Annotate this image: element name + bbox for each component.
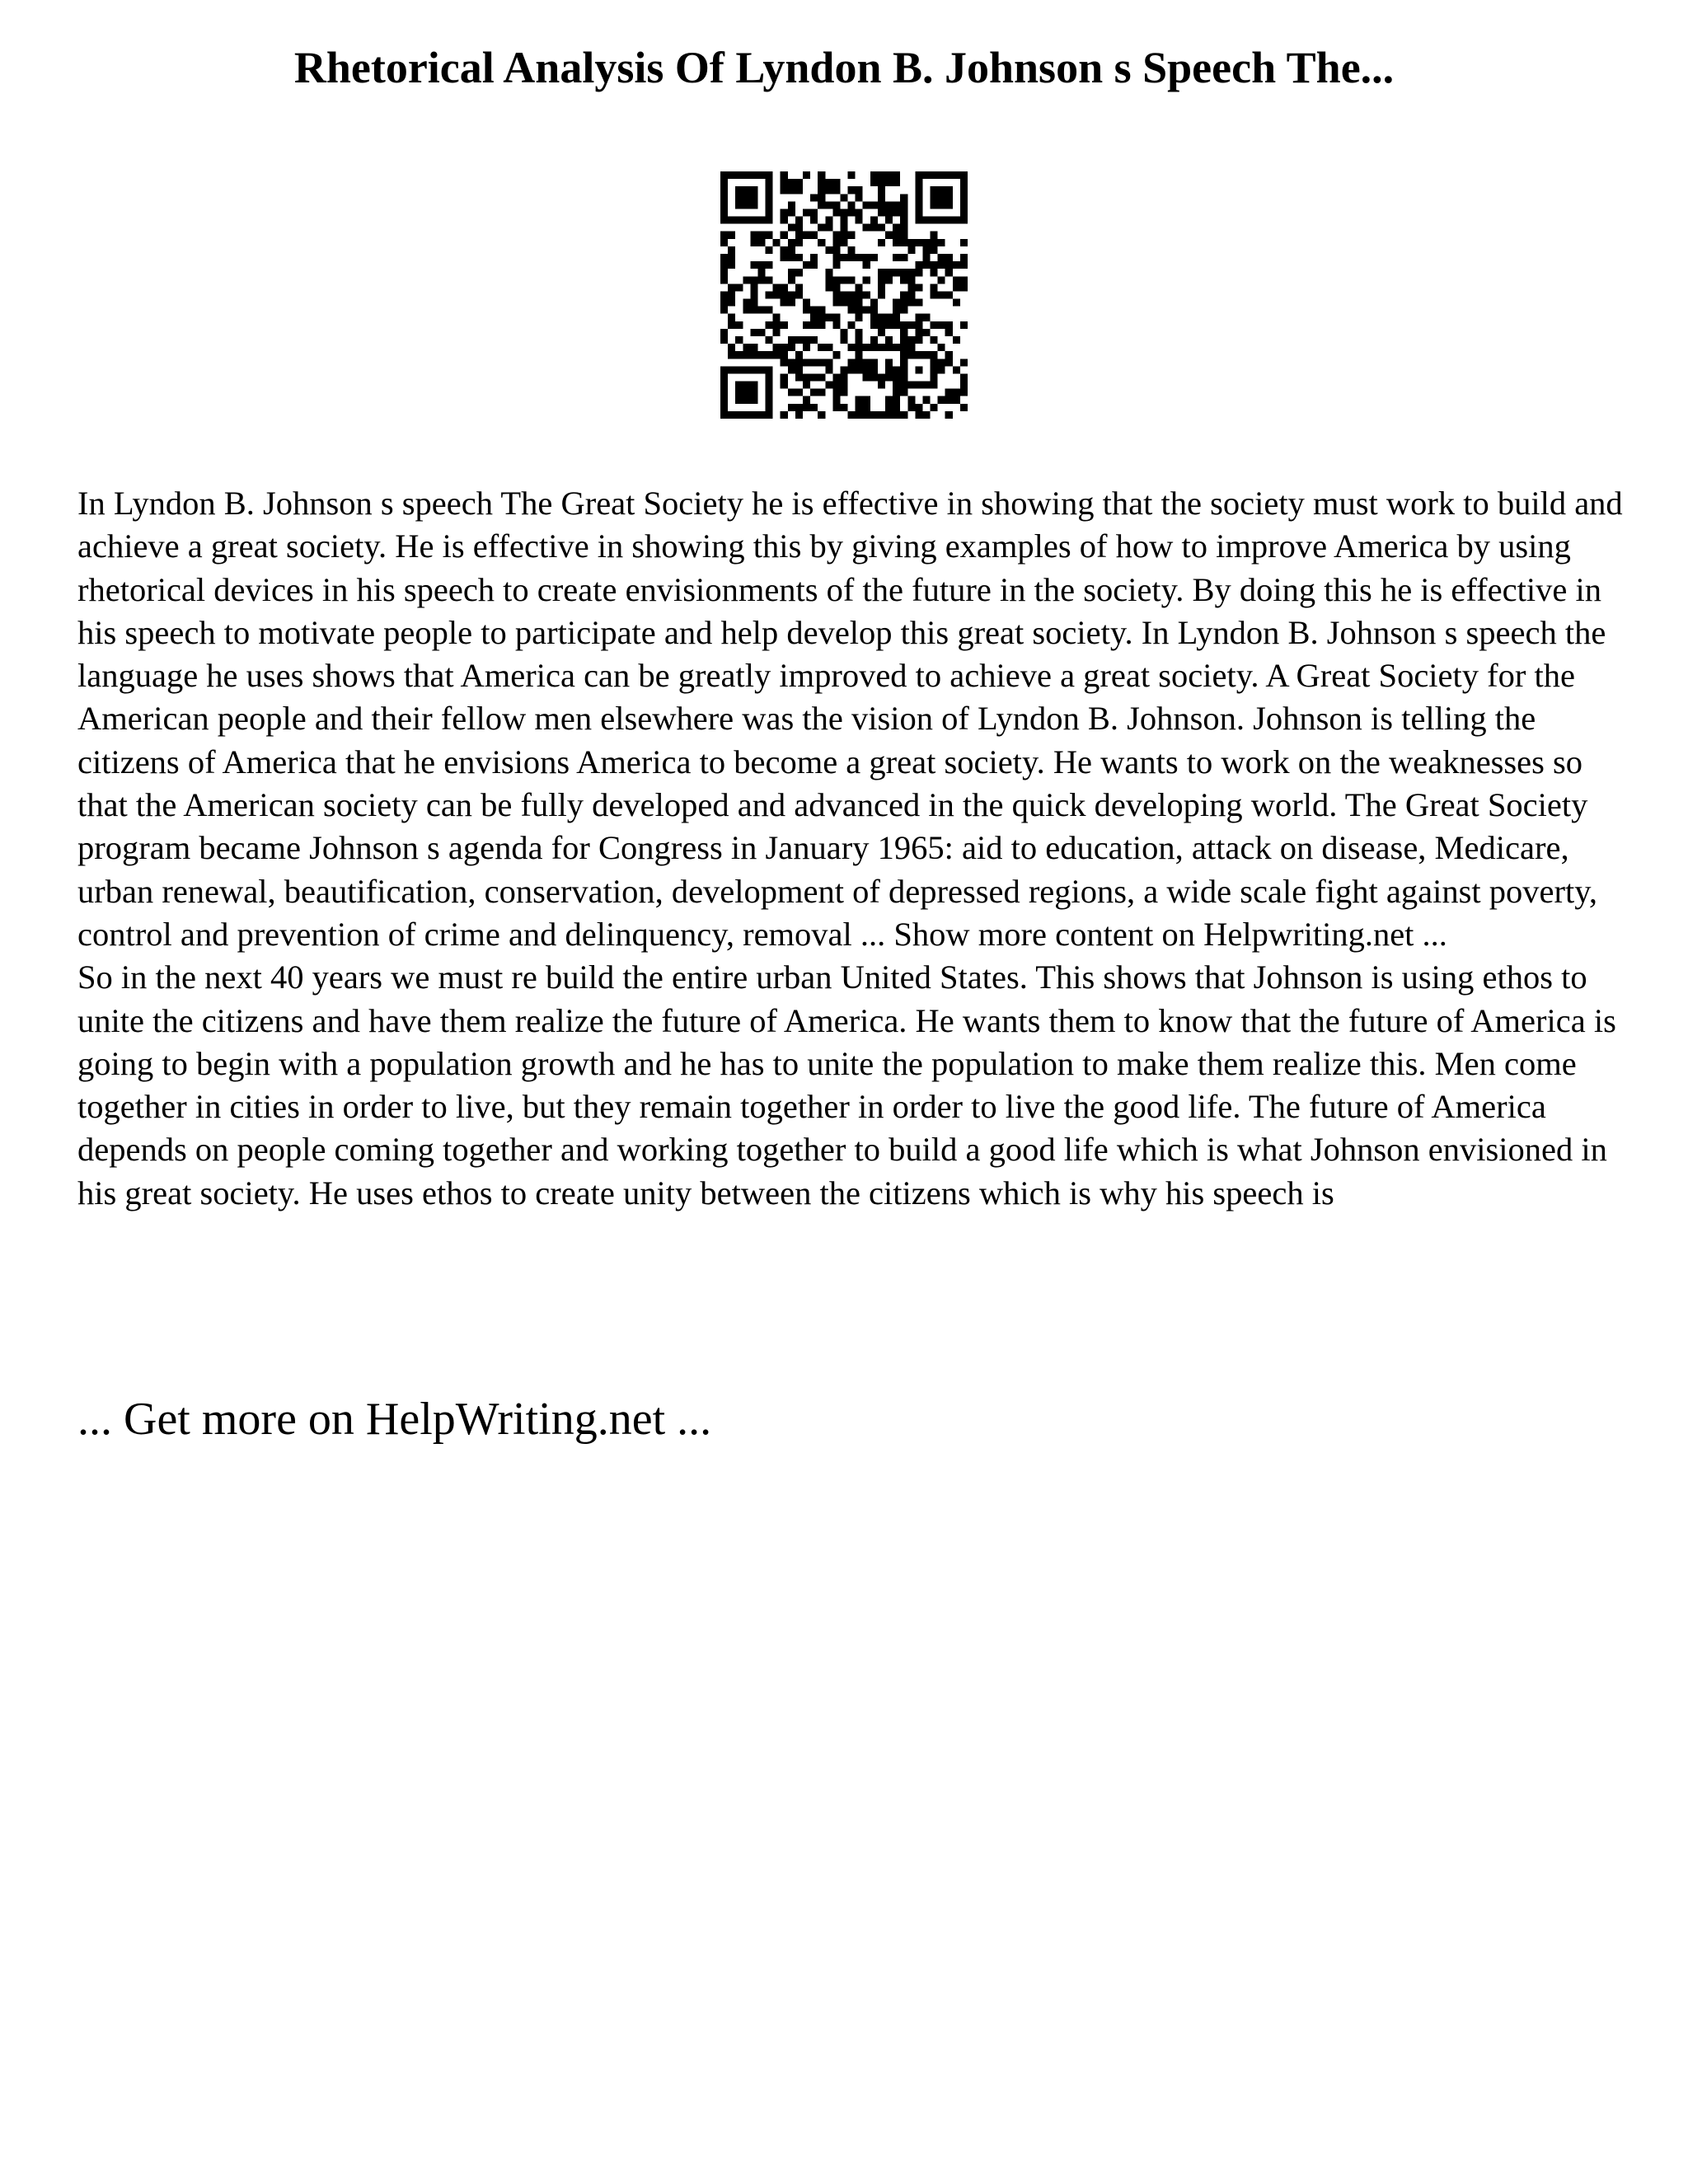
qr-code-icon [720, 171, 968, 419]
document-body [77, 482, 1627, 1215]
get-more-link[interactable]: ... Get more on HelpWriting.net ... [77, 1394, 712, 1445]
document-title: Rhetorical Analysis Of Lyndon B. Johnson s Speech The... [293, 43, 1395, 92]
paragraph-excerpt: So in the next 40 years we must re build the entire urban United States. This shows that Johnson is using ethos to unite the citizens and have them realize the future of America. He wants them to know that the future of America is going to begin with a population growth and he has to unite the population to make them realize this. Men come together in cities in order to live, but they remain together in order to live the good life. The future of America depends on people coming together and working together to build a good life which is what Johnson envisioned in his great society. He uses ethos to create unity between the citizens which is why his speech is [77, 958, 1616, 1212]
paragraph-intro: In Lyndon B. Johnson s speech The Great Society he is effective in showing that the society must work to build and achieve a great society. He is effective in showing this by giving examples of how to improve America by using rhetorical devices in his speech to create envisionments of the future in the society. By doing this he is effective in his speech to motivate people to participate and help develop this great society. In Lyndon B. Johnson s speech the language he uses shows that America can be greatly improved to achieve a great society. A Great Society for the American people and their fellow men elsewhere was the vision of Lyndon B. Johnson. Johnson is telling the citizens of America that he envisions America to become a great society. He wants to work on the weaknesses so that the American society can be fully developed and advanced in the quick developing world. The Great Society program became Johnson s agenda for Congress in January 1965: aid to education, attack on disease, Medicare, urban renewal, beautification, conservation, development of depressed regions, a wide scale fight against poverty, control and prevention of crime and delinquency, removal ... Show more content on Helpwriting.net ... [77, 485, 1623, 953]
